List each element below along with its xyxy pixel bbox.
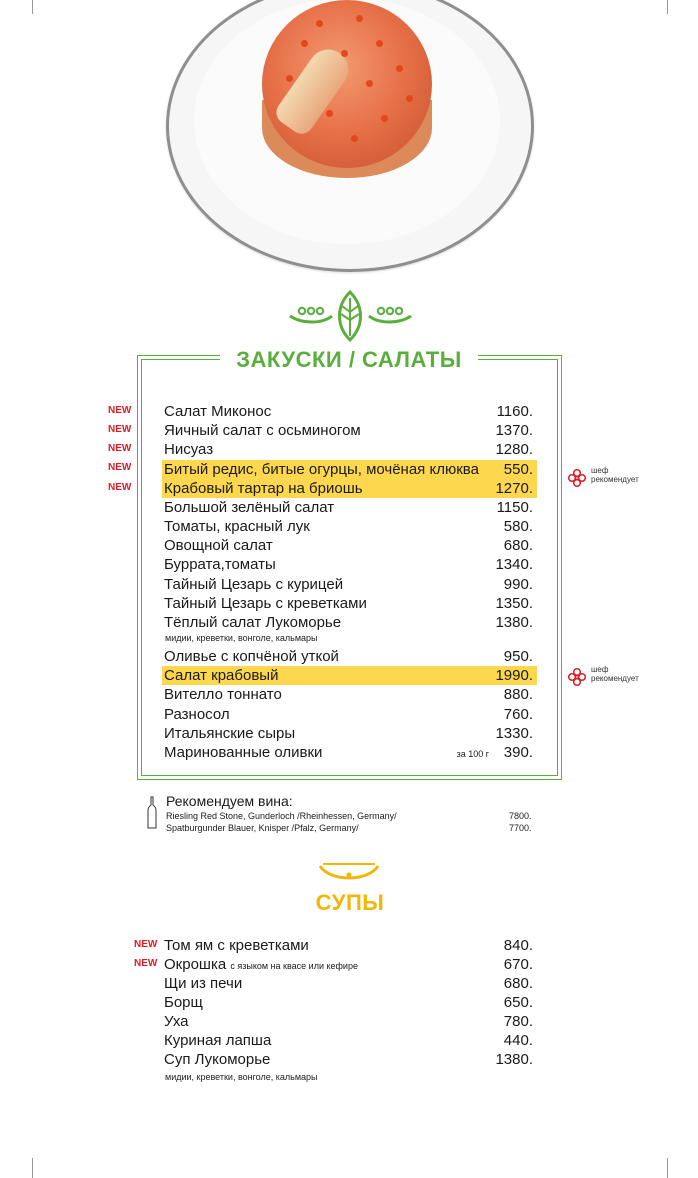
menu-item: Куриная лапша 440. [164, 1032, 533, 1049]
flower-icon [567, 667, 587, 687]
menu-item: Тайный Цезарь с креветками 1350. [164, 595, 533, 612]
menu-item: Окрошка с языком на квасе или кефире 670. [164, 956, 533, 973]
menu-item: Овощной салат 680. [164, 537, 533, 554]
menu-item: Суп Лукоморье 1380. [164, 1051, 533, 1068]
menu-item: Борщ 650. [164, 994, 533, 1011]
menu-item: Уха 780. [164, 1013, 533, 1030]
flower-icon [567, 468, 587, 488]
section-title-salads: ЗАКУСКИ / САЛАТЫ [236, 347, 462, 372]
bowl-ornament-icon [318, 858, 380, 884]
new-badge: NEW [108, 405, 132, 416]
wine-bottle-icon [147, 796, 157, 830]
crop-mark [667, 1158, 668, 1178]
wine-name: Spatburgunder Blauer, Knisper /Pfalz, Germany/ [166, 823, 359, 833]
menu-item-highlighted: Крабовый тартар на бриошь 1270. [162, 479, 537, 498]
menu-item: Вителло тоннато 880. [164, 686, 533, 703]
new-badge: NEW [108, 462, 132, 473]
menu-item: Щи из печи 680. [164, 975, 533, 992]
menu-item: Маринованные оливки за 100 г 390. [162, 743, 537, 762]
new-badge: NEW [134, 939, 158, 950]
menu-item: Тайный Цезарь с курицей 990. [164, 576, 533, 593]
item-weight: за 100 г [456, 749, 489, 759]
menu-item: Тёплый салат Лукоморье 1380. [164, 614, 533, 631]
new-badge: NEW [108, 443, 132, 454]
menu-item: Том ям с креветками 840. [164, 937, 533, 954]
menu-item: Итальянские сыры 1330. [164, 725, 533, 742]
wine-name: Riesling Red Stone, Gunderloch /Rheinhessen, Germany/ [166, 811, 397, 821]
wine-title: Рекомендуем вина: [166, 793, 293, 809]
menu-item: Яичный салат с осьминогом 1370. [164, 422, 533, 439]
dish-photo [166, 0, 530, 268]
wine-price: 7700. [509, 823, 532, 833]
menu-item: Буррата,томаты 1340. [164, 556, 533, 573]
item-description: мидии, креветки, вонголе, кальмары [165, 1072, 318, 1082]
menu-item: Оливье с копчёной уткой 950. [164, 648, 533, 665]
crop-mark [32, 0, 33, 14]
item-description: мидии, креветки, вонголе, кальмары [165, 633, 318, 643]
new-badge: NEW [134, 958, 158, 969]
crop-mark [667, 0, 668, 14]
crop-mark [32, 1158, 33, 1178]
menu-item-highlighted: Салат крабовый 1990. [162, 666, 537, 685]
menu-item: Разносол 760. [164, 706, 533, 723]
item-note: с языком на квасе или кефире [230, 961, 358, 971]
menu-item: Большой зелёный салат 1150. [164, 499, 533, 516]
wine-price: 7800. [509, 811, 532, 821]
section-title-soups: СУПЫ [315, 890, 385, 915]
menu-item: Салат Миконос 1160. [164, 403, 533, 420]
new-badge: NEW [108, 482, 132, 493]
menu-item-highlighted: Битый редис, битые огурцы, мочёная клюква 550. [162, 460, 537, 479]
chef-recommends: шеф рекомендует [567, 466, 657, 490]
new-badge: NEW [108, 424, 132, 435]
leaf-ornament-icon [288, 290, 413, 342]
menu-item: Нисуаз 1280. [164, 441, 533, 458]
chef-recommends: шеф рекомендует [567, 665, 657, 689]
menu-item: Томаты, красный лук 580. [164, 518, 533, 535]
